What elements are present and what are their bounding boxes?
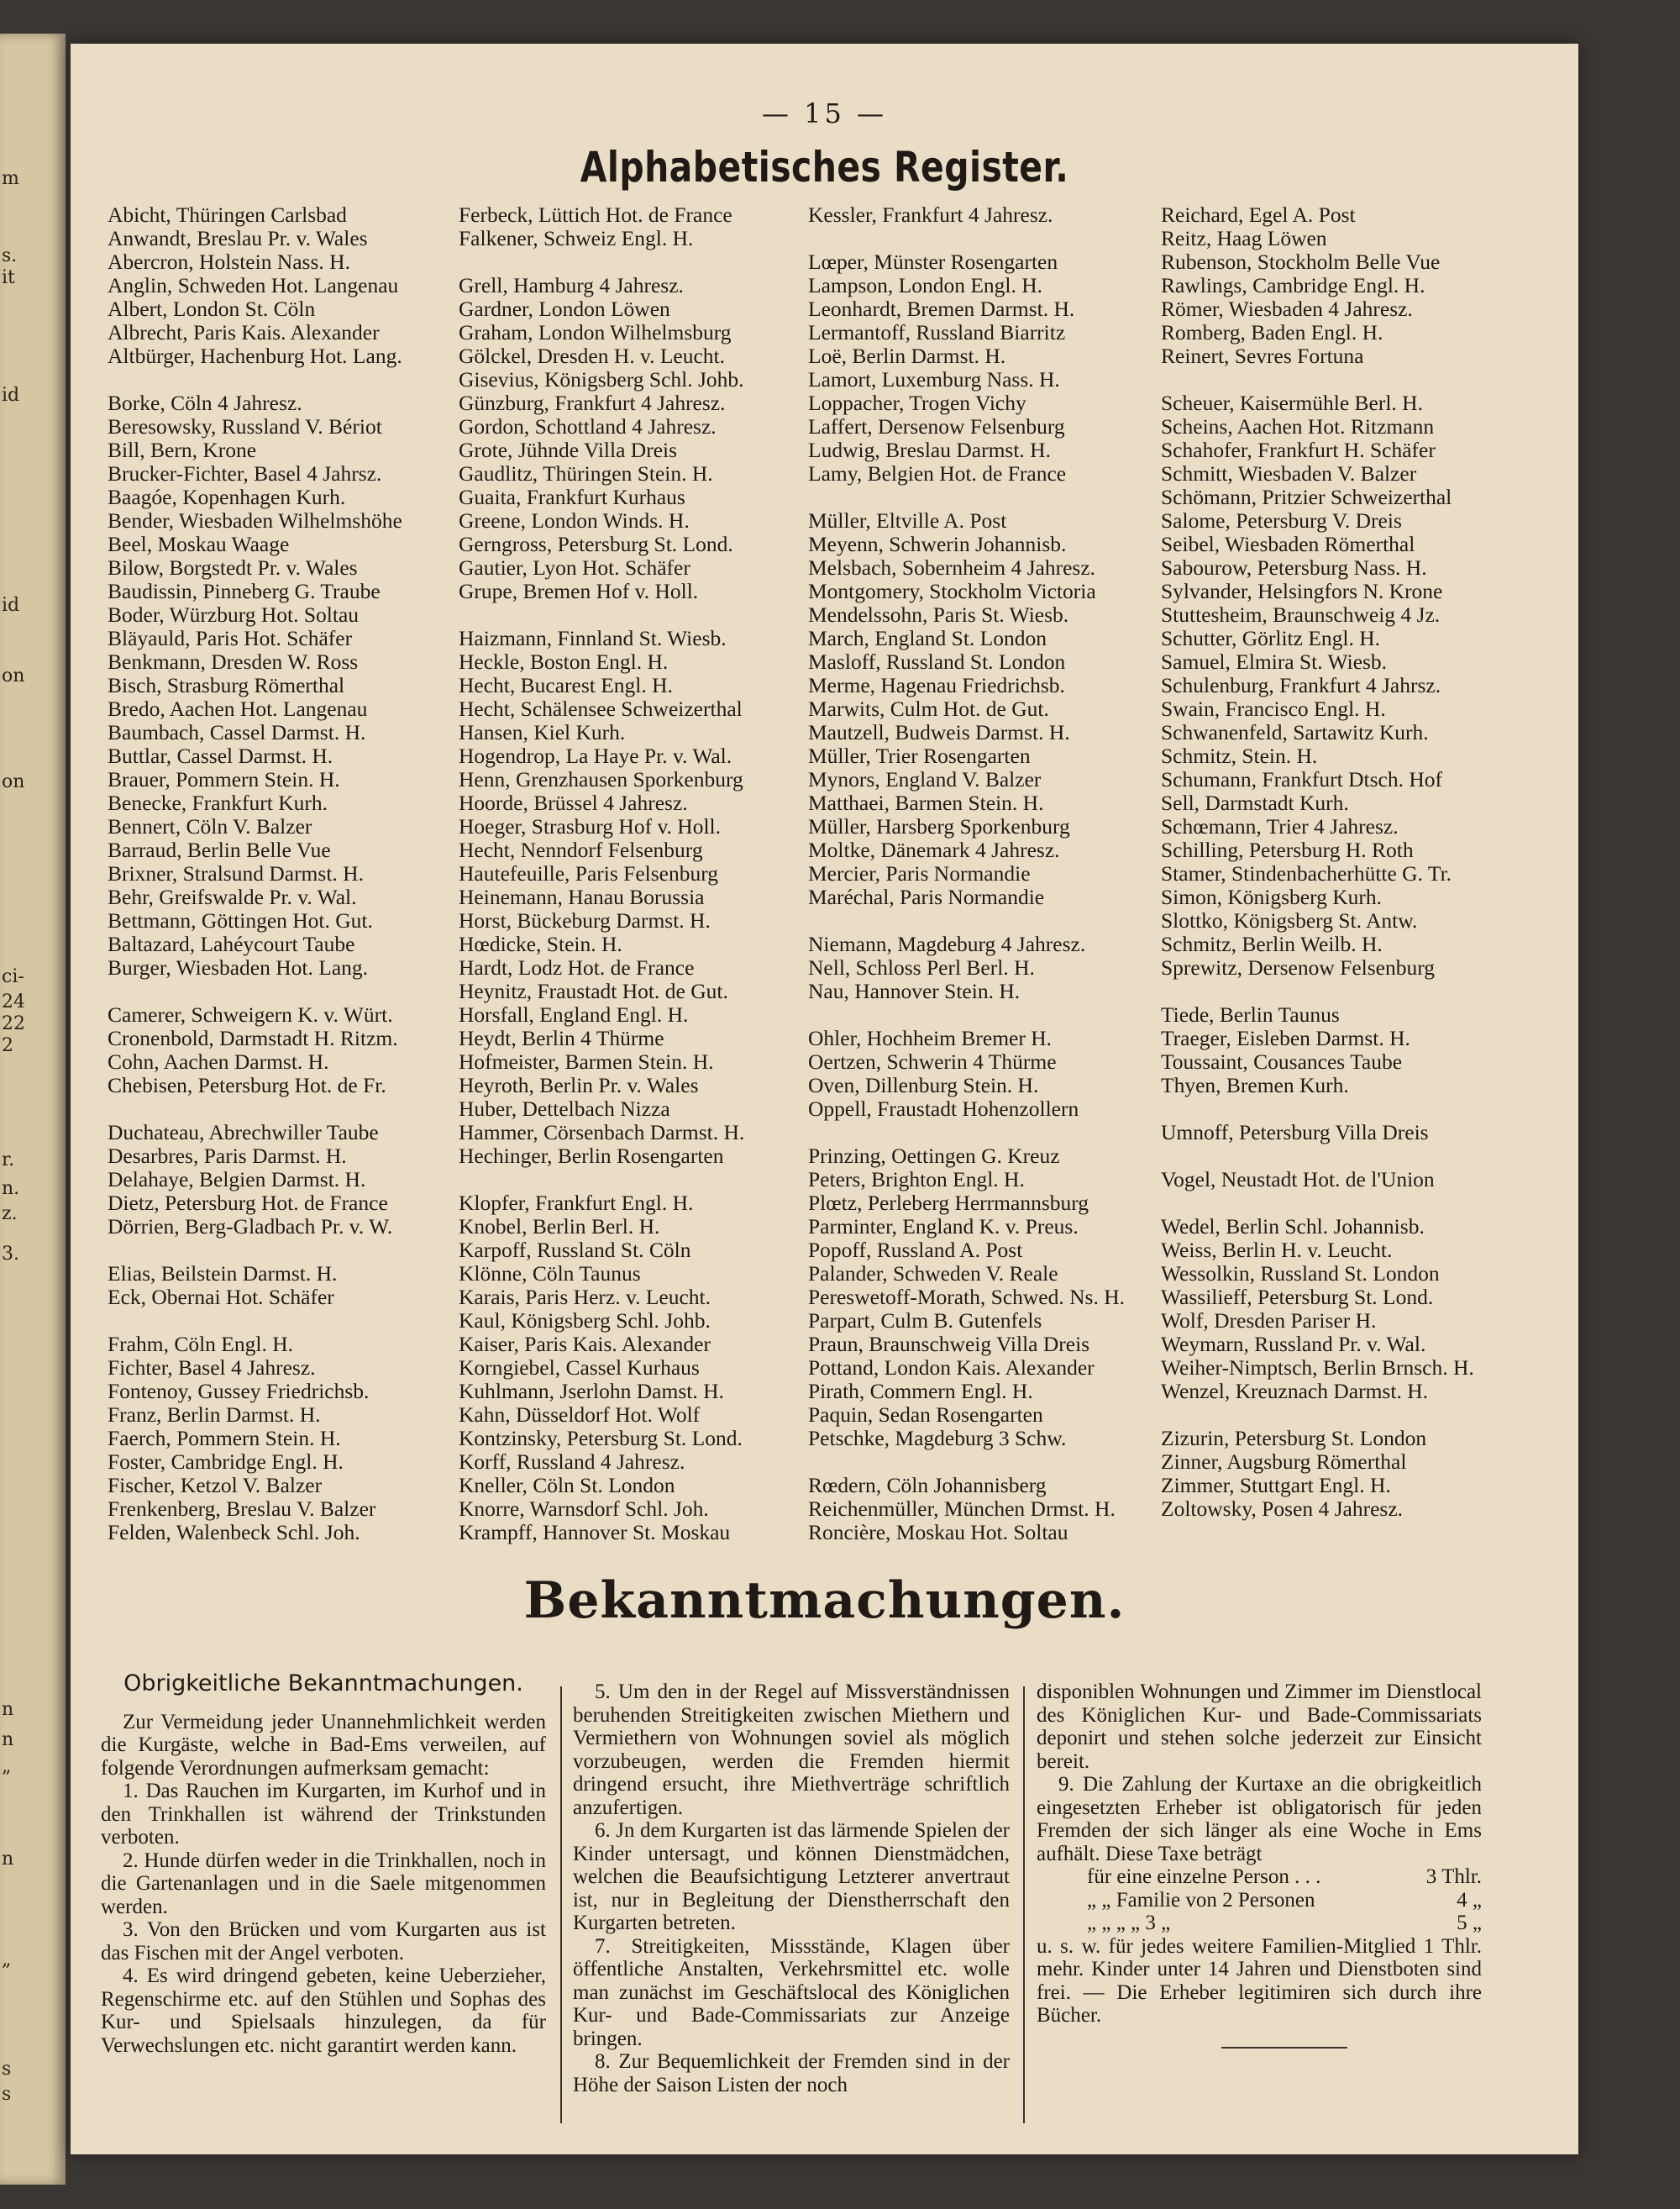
register-entry: Klönne, Cöln Taunus <box>459 1261 641 1286</box>
margin-fragment: s. <box>2 245 18 266</box>
register-spacer <box>459 603 803 627</box>
register-entry: Mercier, Paris Normandie <box>808 861 1031 886</box>
register-entry: Thyen, Bremen Kurh. <box>1161 1073 1349 1097</box>
register-entry: Rubenson, Stockholm Belle Vue <box>1161 250 1441 274</box>
register-entry: Korngiebel, Cassel Kurhaus <box>459 1355 700 1380</box>
register-entry: Nau, Hannover Stein. H. <box>808 979 1021 1003</box>
rate-single-person <box>1037 1865 1482 1889</box>
register-entry: Delahaye, Belgien Darmst. H. <box>108 1167 366 1191</box>
margin-fragment: 3. <box>2 1244 19 1265</box>
register-entry: Hecht, Bucarest Engl. H. <box>459 673 673 697</box>
register-entry: Grell, Hamburg 4 Jahresz. <box>459 273 684 297</box>
register-entry: Fichter, Basel 4 Jahresz. <box>108 1355 316 1380</box>
register-entry: Ohler, Hochheim Bremer H. <box>808 1026 1053 1050</box>
register-entry: Beresowsky, Russland V. Bériot <box>108 414 382 439</box>
register-spacer <box>459 250 803 274</box>
register-entry: Hammer, Cörsenbach Darmst. H. <box>459 1120 745 1144</box>
margin-fragment: n <box>2 1729 14 1750</box>
register-spacer <box>808 227 1157 250</box>
register-entry: Hoorde, Brüssel 4 Jahresz. <box>459 791 688 815</box>
margin-fragment: id <box>2 595 20 616</box>
register-entry: Schahofer, Frankfurt H. Schäfer <box>1161 438 1436 462</box>
register-entry: Lampson, London Engl. H. <box>808 273 1043 297</box>
register-entry: Leonhardt, Bremen Darmst. H. <box>808 297 1075 321</box>
register-entry: Benkmann, Dresden W. Ross <box>108 650 359 674</box>
register-entry: Schilling, Petersburg H. Roth <box>1161 838 1414 862</box>
regulation-7: 7. Streitigkeiten, Missstände, Klagen über öffentliche Anstalten, Verkehrsmittel etc. wolle man zunächst im Geschäftslocal des Königlichen Kur- und Bade-Commissariats zur Anzeige bringen. <box>573 1934 1010 2050</box>
register-entry: Reitz, Haag Löwen <box>1161 226 1327 250</box>
register-entry: Dietz, Petersburg Hot. de France <box>108 1191 388 1215</box>
register-entry: Krampff, Hannover St. Moskau <box>459 1520 731 1544</box>
intro-paragraph: Zur Vermeidung jeder Unannehmlichkeit werden die Kurgäste, welche in Bad-Ems verweilen, auf folgende Verordnungen aufmerksam gemacht: <box>101 1710 546 1780</box>
margin-fragment: n. <box>2 1178 20 1199</box>
register-entry: Paquin, Sedan Rosengarten <box>808 1402 1043 1427</box>
register-entry: Schmitz, Berlin Weilb. H. <box>1161 932 1383 956</box>
register-entry: Bettmann, Göttingen Hot. Gut. <box>108 908 373 933</box>
register-entry: Borke, Cöln 4 Jahresz. <box>108 391 302 415</box>
regulation-2: 2. Hunde dürfen weder in die Trinkhallen, noch in die Gartenanlagen und in die Saele mitgenommen werden. <box>101 1849 546 1918</box>
register-entry: Gaudlitz, Thüringen Stein. H. <box>459 461 713 486</box>
register-entry: Desarbres, Paris Darmst. H. <box>108 1144 347 1168</box>
register-entry: Roncière, Moskau Hot. Soltau <box>808 1520 1068 1544</box>
register-entry: Baudissin, Pinneberg G. Traube <box>108 579 381 603</box>
register-entry: Bill, Bern, Krone <box>108 438 257 462</box>
margin-fragment: id <box>2 385 20 406</box>
register-entry: Bredo, Aachen Hot. Langenau <box>108 697 368 721</box>
register-entry: Peters, Brighton Engl. H. <box>808 1167 1025 1191</box>
margin-fragment: „ <box>2 1949 12 1970</box>
column-divider <box>560 1686 562 2123</box>
margin-fragment: 24 <box>2 991 25 1012</box>
register-spacer <box>1161 1191 1522 1215</box>
regulation-3: 3. Von den Brücken und vom Kurgarten aus ist das Fischen mit der Angel verboten. <box>101 1918 546 1964</box>
register-entry: Barraud, Berlin Belle Vue <box>108 838 331 862</box>
register-entry: Zimmer, Stuttgart Engl. H. <box>1161 1473 1391 1497</box>
register-entry: Nell, Schloss Perl Berl. H. <box>808 955 1035 980</box>
register-entry: Hautefeuille, Paris Felsenburg <box>459 861 719 886</box>
margin-fragment: it <box>2 267 15 288</box>
register-entry: Römer, Wiesbaden 4 Jahresz. <box>1161 297 1413 321</box>
register-entry: Albert, London St. Cöln <box>108 297 316 321</box>
closing-rule <box>1221 2047 1347 2049</box>
register-column-3 <box>808 203 1157 1544</box>
margin-fragment: n <box>2 1699 14 1720</box>
register-entry: Mautzell, Budweis Darmst. H. <box>808 720 1070 744</box>
newspaper-page <box>71 44 1578 2154</box>
register-entry: Schwanenfeld, Sartawitz Kurh. <box>1161 720 1429 744</box>
announcements-column-1 <box>101 1672 546 2057</box>
register-entry: Schmitt, Wiesbaden V. Balzer <box>1161 461 1417 486</box>
register-entry: Bisch, Strasburg Römerthal <box>108 673 345 697</box>
register-entry: Klopfer, Frankfurt Engl. H. <box>459 1191 694 1215</box>
register-entry: Stuttesheim, Braunschweig 4 Jz. <box>1161 602 1441 627</box>
register-entry: Kaul, Königsberg Schl. Johb. <box>459 1308 711 1333</box>
rate-value: 4 „ <box>1457 1888 1482 1912</box>
register-entry: Horst, Bückeburg Darmst. H. <box>459 908 711 933</box>
register-entry: Gölckel, Dresden H. v. Leucht. <box>459 344 725 368</box>
register-entry: Wenzel, Kreuznach Darmst. H. <box>1161 1379 1428 1403</box>
register-entry: Prinzing, Oettingen G. Kreuz <box>808 1144 1060 1168</box>
register-entry: Knorre, Warnsdorf Schl. Joh. <box>459 1496 709 1521</box>
register-column-4 <box>1161 203 1522 1521</box>
register-entry: Ferbeck, Lüttich Hot. de France <box>459 202 732 227</box>
register-entry: Duchateau, Abrechwiller Taube <box>108 1120 379 1144</box>
register-entry: Heynitz, Fraustadt Hot. de Gut. <box>459 979 728 1003</box>
register-entry: Hardt, Lodz Hot. de France <box>459 955 695 980</box>
register-entry: Loë, Berlin Darmst. H. <box>808 344 1006 368</box>
register-entry: Gisevius, Königsberg Schl. Johb. <box>459 367 744 392</box>
register-entry: Rawlings, Cambridge Engl. H. <box>1161 273 1425 297</box>
register-entry: Karpoff, Russland St. Cöln <box>459 1238 691 1262</box>
register-entry: Brauer, Pommern Stein. H. <box>108 767 340 792</box>
margin-fragment: m <box>2 168 19 189</box>
register-entry: Greene, London Winds. H. <box>459 508 690 533</box>
register-entry: Fontenoy, Gussey Friedrichsb. <box>108 1379 370 1403</box>
register-entry: Altbürger, Hachenburg Hot. Lang. <box>108 344 402 368</box>
register-spacer <box>108 1309 448 1333</box>
column-divider <box>1023 1686 1025 2123</box>
register-entry: Mendelssohn, Paris St. Wiesb. <box>808 602 1069 627</box>
register-entry: Horsfall, England Engl. H. <box>459 1002 689 1027</box>
register-entry: March, England St. London <box>808 626 1047 650</box>
register-entry: Rœdern, Cöln Johannisberg <box>808 1473 1047 1497</box>
register-spacer <box>108 980 448 1003</box>
register-entry: Anwandt, Breslau Pr. v. Wales <box>108 226 368 250</box>
register-entry: Pereswetoff-Morath, Schwed. Ns. H. <box>808 1285 1125 1309</box>
register-entry: Foster, Cambridge Engl. H. <box>108 1449 344 1474</box>
register-entry: Wassilieff, Petersburg St. Lond. <box>1161 1285 1434 1309</box>
register-entry: Anglin, Schweden Hot. Langenau <box>108 273 399 297</box>
register-entry: Cronenbold, Darmstadt H. Ritzm. <box>108 1026 398 1050</box>
register-entry: Müller, Trier Rosengarten <box>808 744 1031 768</box>
rate-value: 3 Thlr. <box>1425 1865 1482 1888</box>
register-entry: Hecht, Nenndorf Felsenburg <box>459 838 703 862</box>
register-entry: Müller, Eltville A. Post <box>808 508 1007 533</box>
register-entry: Dörrien, Berg-Gladbach Pr. v. W. <box>108 1214 393 1239</box>
register-entry: Mynors, England V. Balzer <box>808 767 1042 792</box>
register-entry: Heyroth, Berlin Pr. v. Wales <box>459 1073 699 1097</box>
register-entry: Gardner, London Löwen <box>459 297 670 321</box>
register-entry: Loppacher, Trogen Vichy <box>808 391 1026 415</box>
regulation-9: 9. Die Zahlung der Kurtaxe an die obrigkeitlich eingesetzten Erheber ist obligatorisch für jeden Fremden der sich länger als eine Woche in Ems aufhält. Diese Taxe beträgt <box>1037 1773 1482 1865</box>
register-title: Alphabetisches Register. <box>580 143 1069 192</box>
register-entry: Schutter, Görlitz Engl. H. <box>1161 626 1381 650</box>
register-spacer <box>808 1121 1157 1144</box>
register-entry: Bläyauld, Paris Hot. Schäfer <box>108 626 353 650</box>
register-entry: Günzburg, Frankfurt 4 Jahresz. <box>459 391 726 415</box>
register-entry: Frenkenberg, Breslau V. Balzer <box>108 1496 376 1521</box>
register-column-2 <box>459 203 803 1544</box>
register-entry: Abercron, Holstein Nass. H. <box>108 250 350 274</box>
register-entry: Knobel, Berlin Berl. H. <box>459 1214 660 1239</box>
register-entry: Oppell, Fraustadt Hohenzollern <box>808 1097 1079 1121</box>
register-entry: Lermantoff, Russland Biarritz <box>808 320 1066 344</box>
register-entry: Marwits, Culm Hot. de Gut. <box>808 697 1049 721</box>
regulation-1: 1. Das Rauchen im Kurgarten, im Kurhof und in den Trinkhallen ist während der Trinkstunden verboten. <box>101 1780 546 1849</box>
register-entry: Tiede, Berlin Taunus <box>1161 1002 1340 1027</box>
register-entry: Faerch, Pommern Stein. H. <box>108 1426 341 1450</box>
margin-fragment: on <box>2 771 25 792</box>
register-entry: Romberg, Baden Engl. H. <box>1161 320 1383 344</box>
register-entry: Weymarn, Russland Pr. v. Wal. <box>1161 1332 1426 1356</box>
register-entry: Bennert, Cöln V. Balzer <box>108 814 312 839</box>
register-entry: Wolf, Dresden Pariser H. <box>1161 1308 1377 1333</box>
rate-family-two <box>1037 1889 1482 1912</box>
register-entry: Weiss, Berlin H. v. Leucht. <box>1161 1238 1393 1262</box>
register-entry: Melsbach, Sobernheim 4 Jahresz. <box>808 555 1096 580</box>
register-entry: Albrecht, Paris Kais. Alexander <box>108 320 380 344</box>
register-entry: Guaita, Frankfurt Kurhaus <box>459 485 685 509</box>
register-entry: Masloff, Russland St. London <box>808 650 1066 674</box>
register-entry: Brucker-Fichter, Basel 4 Jahrsz. <box>108 461 382 486</box>
rate-value: 5 „ <box>1457 1912 1482 1934</box>
register-entry: Zinner, Augsburg Römerthal <box>1161 1449 1407 1474</box>
register-entry: Lamort, Luxemburg Nass. H. <box>808 367 1060 392</box>
register-entry: Gerngross, Petersburg St. Lond. <box>459 532 733 556</box>
register-entry: Schömann, Pritzier Schweizerthal <box>1161 485 1452 509</box>
margin-fragment: 22 <box>2 1013 25 1034</box>
announcements-title: Bekanntmachungen. <box>523 1571 1126 1630</box>
register-entry: Parminter, England K. v. Preus. <box>808 1214 1079 1239</box>
register-entry: Simon, Königsberg Kurh. <box>1161 885 1383 909</box>
register-entry: Bender, Wiesbaden Wilhelmshöhe <box>108 508 402 533</box>
register-spacer <box>108 1097 448 1121</box>
register-spacer <box>808 1450 1157 1474</box>
margin-fragment: „ <box>2 1756 12 1777</box>
register-entry: Pirath, Commern Engl. H. <box>808 1379 1033 1403</box>
register-spacer <box>108 368 448 392</box>
register-entry: Pottand, London Kais. Alexander <box>808 1355 1095 1380</box>
register-entry: Fischer, Ketzol V. Balzer <box>108 1473 323 1497</box>
regulation-8-continuation: disponiblen Wohnungen und Zimmer im Dienstlocal des Königlichen Kur- und Bade-Commissariats deponirt und stehen solche jederzeit zur Einsicht bereit. <box>1037 1680 1482 1773</box>
register-entry: Petschke, Magdeburg 3 Schw. <box>808 1426 1067 1450</box>
margin-fragment: on <box>2 665 25 686</box>
register-entry: Matthaei, Barmen Stein. H. <box>808 791 1044 815</box>
register-spacer <box>808 486 1157 509</box>
rate-family-three <box>1037 1912 1482 1935</box>
register-entry: Schulenburg, Frankfurt 4 Jahrsz. <box>1161 673 1441 697</box>
register-spacer <box>1161 1144 1522 1168</box>
register-entry: Falkener, Schweiz Engl. H. <box>459 226 694 250</box>
register-spacer <box>1161 368 1522 392</box>
register-entry: Franz, Berlin Darmst. H. <box>108 1402 321 1427</box>
register-entry: Toussaint, Cousances Taube <box>1161 1049 1403 1074</box>
rate-label: „ „ „ „ 3 „ <box>1087 1912 1171 1934</box>
register-entry: Kaiser, Paris Kais. Alexander <box>459 1332 711 1356</box>
register-entry: Benecke, Frankfurt Kurh. <box>108 791 328 815</box>
register-spacer <box>1161 980 1522 1003</box>
register-entry: Wedel, Berlin Schl. Johannisb. <box>1161 1214 1425 1239</box>
register-spacer <box>459 1168 803 1191</box>
register-entry: Heckle, Boston Engl. H. <box>459 650 669 674</box>
margin-fragment: n <box>2 1849 14 1870</box>
register-entry: Henn, Grenzhausen Sporkenburg <box>459 767 743 792</box>
register-entry: Schœmann, Trier 4 Jahresz. <box>1161 814 1399 839</box>
register-entry: Lamy, Belgien Hot. de France <box>808 461 1067 486</box>
register-entry: Huber, Dettelbach Nizza <box>459 1097 670 1121</box>
register-entry: Behr, Greifswalde Pr. v. Wal. <box>108 885 357 909</box>
rate-label: „ „ Familie von 2 Personen <box>1087 1888 1315 1912</box>
register-entry: Chebisen, Petersburg Hot. de Fr. <box>108 1073 386 1097</box>
register-entry: Oertzen, Schwerin 4 Thürme <box>808 1049 1057 1074</box>
register-column-1 <box>108 203 448 1544</box>
register-entry: Lœper, Münster Rosengarten <box>808 250 1058 274</box>
register-spacer <box>1161 1097 1522 1121</box>
register-spacer <box>108 1239 448 1262</box>
margin-fragment: ci- <box>2 966 24 987</box>
register-entry: Kontzinsky, Petersburg St. Lond. <box>459 1426 743 1450</box>
register-entry: Baagóe, Kopenhagen Kurh. <box>108 485 346 509</box>
register-entry: Hœdicke, Stein. H. <box>459 932 622 956</box>
register-entry: Samuel, Elmira St. Wiesb. <box>1161 650 1388 674</box>
register-entry: Kneller, Cöln St. London <box>459 1473 675 1497</box>
register-entry: Bilow, Borgstedt Pr. v. Wales <box>108 555 358 580</box>
register-entry: Kahn, Düsseldorf Hot. Wolf <box>459 1402 701 1427</box>
register-entry: Reichenmüller, München Drmst. H. <box>808 1496 1116 1521</box>
register-entry: Montgomery, Stockholm Victoria <box>808 579 1096 603</box>
regulation-6: 6. Jn dem Kurgarten ist das lärmende Spielen der Kinder untersagt, und können Dienstmädchen, welchen die Beaufsichtigung Letzterer anvertraut ist, nur in Begleitung der Dienstherrschaft den Kurgarten betreten. <box>573 1819 1010 1934</box>
register-entry: Felden, Walenbeck Schl. Joh. <box>108 1520 360 1544</box>
register-entry: Schumann, Frankfurt Dtsch. Hof <box>1161 767 1442 792</box>
register-entry: Hofmeister, Barmen Stein. H. <box>459 1049 714 1074</box>
register-entry: Scheuer, Kaisermühle Berl. H. <box>1161 391 1423 415</box>
register-entry: Boder, Würzburg Hot. Soltau <box>108 602 360 627</box>
register-entry: Haizmann, Finnland St. Wiesb. <box>459 626 727 650</box>
register-entry: Popoff, Russland A. Post <box>808 1238 1023 1262</box>
register-entry: Müller, Harsberg Sporkenburg <box>808 814 1070 839</box>
regulation-9-closing: u. s. w. für jedes weitere Familien-Mitglied 1 Thlr. mehr. Kinder unter 14 Jahren und Dienstboten sind frei. — Die Erheber legitimiren sich durch ihre Bücher. <box>1037 1934 1482 2027</box>
register-entry: Graham, London Wilhelmsburg <box>459 320 732 344</box>
announcements-column-2 <box>573 1680 1010 2096</box>
register-entry: Umnoff, Petersburg Villa Dreis <box>1161 1120 1429 1144</box>
register-entry: Gautier, Lyon Hot. Schäfer <box>459 555 690 580</box>
register-entry: Hechinger, Berlin Rosengarten <box>459 1144 724 1168</box>
regulation-4: 4. Es wird dringend gebeten, keine Ueberzieher, Regenschirme etc. auf den Stühlen und Sophas des Kur- und Spielsaals hinzulegen, da für Verwechslungen etc. nicht garantirt werden kann. <box>101 1964 546 2057</box>
register-entry: Palander, Schweden V. Reale <box>808 1261 1058 1286</box>
register-entry: Stamer, Stindenbacherhütte G. Tr. <box>1161 861 1452 886</box>
register-entry: Karais, Paris Herz. v. Leucht. <box>459 1285 711 1309</box>
register-entry: Gordon, Schottland 4 Jahresz. <box>459 414 717 439</box>
register-entry: Maréchal, Paris Normandie <box>808 885 1045 909</box>
previous-page-edge <box>0 34 66 2185</box>
register-entry: Hecht, Schälensee Schweizerthal <box>459 697 743 721</box>
register-entry: Heydt, Berlin 4 Thürme <box>459 1026 664 1050</box>
register-entry: Zoltowsky, Posen 4 Jahresz. <box>1161 1496 1404 1521</box>
register-entry: Heinemann, Hanau Borussia <box>459 885 705 909</box>
register-entry: Baltazard, Lahéycourt Taube <box>108 932 355 956</box>
register-entry: Sabourow, Petersburg Nass. H. <box>1161 555 1427 580</box>
register-entry: Grupe, Bremen Hof v. Holl. <box>459 579 699 603</box>
register-entry: Beel, Moskau Waage <box>108 532 290 556</box>
register-entry: Laffert, Dersenow Felsenburg <box>808 414 1065 439</box>
register-entry: Praun, Braunschweig Villa Dreis <box>808 1332 1090 1356</box>
register-entry: Merme, Hagenau Friedrichsb. <box>808 673 1065 697</box>
regulation-8: 8. Zur Bequemlichkeit der Fremden sind in der Höhe der Saison Listen der noch <box>573 2050 1010 2096</box>
register-entry: Wessolkin, Russland St. London <box>1161 1261 1440 1286</box>
register-entry: Baumbach, Cassel Darmst. H. <box>108 720 366 744</box>
register-entry: Hansen, Kiel Kurh. <box>459 720 626 744</box>
margin-fragment: 2 <box>2 1035 13 1056</box>
register-entry: Hogendrop, La Haye Pr. v. Wal. <box>459 744 732 768</box>
register-entry: Zizurin, Petersburg St. London <box>1161 1426 1427 1450</box>
register-entry: Scheins, Aachen Hot. Ritzmann <box>1161 414 1435 439</box>
register-spacer <box>1161 1403 1522 1427</box>
register-entry: Seibel, Wiesbaden Römerthal <box>1161 532 1415 556</box>
register-entry: Kessler, Frankfurt 4 Jahresz. <box>808 202 1053 227</box>
register-entry: Ludwig, Breslau Darmst. H. <box>808 438 1051 462</box>
register-entry: Korff, Russland 4 Jahresz. <box>459 1449 685 1474</box>
register-entry: Parpart, Culm B. Gutenfels <box>808 1308 1042 1333</box>
margin-fragment: r. <box>2 1149 15 1170</box>
register-entry: Frahm, Cöln Engl. H. <box>108 1332 293 1356</box>
register-entry: Buttlar, Cassel Darmst. H. <box>108 744 333 768</box>
register-entry: Eck, Obernai Hot. Schäfer <box>108 1285 334 1309</box>
register-entry: Oven, Dillenburg Stein. H. <box>808 1073 1039 1097</box>
announcements-column-3 <box>1037 1680 1482 2028</box>
register-entry: Sell, Darmstadt Kurh. <box>1161 791 1349 815</box>
register-spacer <box>808 1003 1157 1027</box>
register-entry: Sprewitz, Dersenow Felsenburg <box>1161 955 1436 980</box>
register-entry: Hoeger, Strasburg Hof v. Holl. <box>459 814 722 839</box>
register-entry: Cohn, Aachen Darmst. H. <box>108 1049 329 1074</box>
register-entry: Slottko, Königsberg St. Antw. <box>1161 908 1418 933</box>
register-entry: Moltke, Dänemark 4 Jahresz. <box>808 838 1060 862</box>
announcements-subtitle: Obrigkeitliche Bekanntmachungen. <box>123 1670 523 1696</box>
rate-label: für eine einzelne Person . . . <box>1087 1865 1321 1888</box>
register-entry: Schmitz, Stein. H. <box>1161 744 1318 768</box>
register-entry: Grote, Jühnde Villa Dreis <box>459 438 678 462</box>
register-entry: Abicht, Thüringen Carlsbad <box>108 202 347 227</box>
margin-fragment: z. <box>2 1203 18 1224</box>
register-entry: Swain, Francisco Engl. H. <box>1161 697 1386 721</box>
margin-fragment: s <box>2 2059 12 2080</box>
margin-fragment: s <box>2 2084 12 2105</box>
register-entry: Sylvander, Helsingfors N. Krone <box>1161 579 1443 603</box>
register-entry: Camerer, Schweigern K. v. Würt. <box>108 1002 393 1027</box>
register-entry: Reinert, Sevres Fortuna <box>1161 344 1364 368</box>
page-number: — 15 — <box>761 97 888 129</box>
register-entry: Elias, Beilstein Darmst. H. <box>108 1261 338 1286</box>
register-entry: Vogel, Neustadt Hot. de l'Union <box>1161 1167 1435 1191</box>
register-entry: Traeger, Eisleben Darmst. H. <box>1161 1026 1410 1050</box>
register-entry: Burger, Wiesbaden Hot. Lang. <box>108 955 369 980</box>
register-entry: Reichard, Egel A. Post <box>1161 202 1356 227</box>
register-entry: Salome, Petersburg V. Dreis <box>1161 508 1402 533</box>
register-entry: Niemann, Magdeburg 4 Jahresz. <box>808 932 1086 956</box>
register-entry: Plœtz, Perleberg Herrmannsburg <box>808 1191 1089 1215</box>
register-spacer <box>808 909 1157 933</box>
register-entry: Meyenn, Schwerin Johannisb. <box>808 532 1067 556</box>
register-entry: Brixner, Stralsund Darmst. H. <box>108 861 364 886</box>
regulation-5: 5. Um den in der Regel auf Missverständnissen beruhenden Streitigkeiten zwischen Miethern und Vermiethern von Wohnungen soviel als möglich vorzubeugen, werden die Fremden hiermit dringend ersucht, ihre Miethverträge schriftlich anzufertigen. <box>573 1680 1010 1819</box>
register-entry: Weiher-Nimptsch, Berlin Brnsch. H. <box>1161 1355 1474 1380</box>
register-entry: Kuhlmann, Jserlohn Damst. H. <box>459 1379 724 1403</box>
